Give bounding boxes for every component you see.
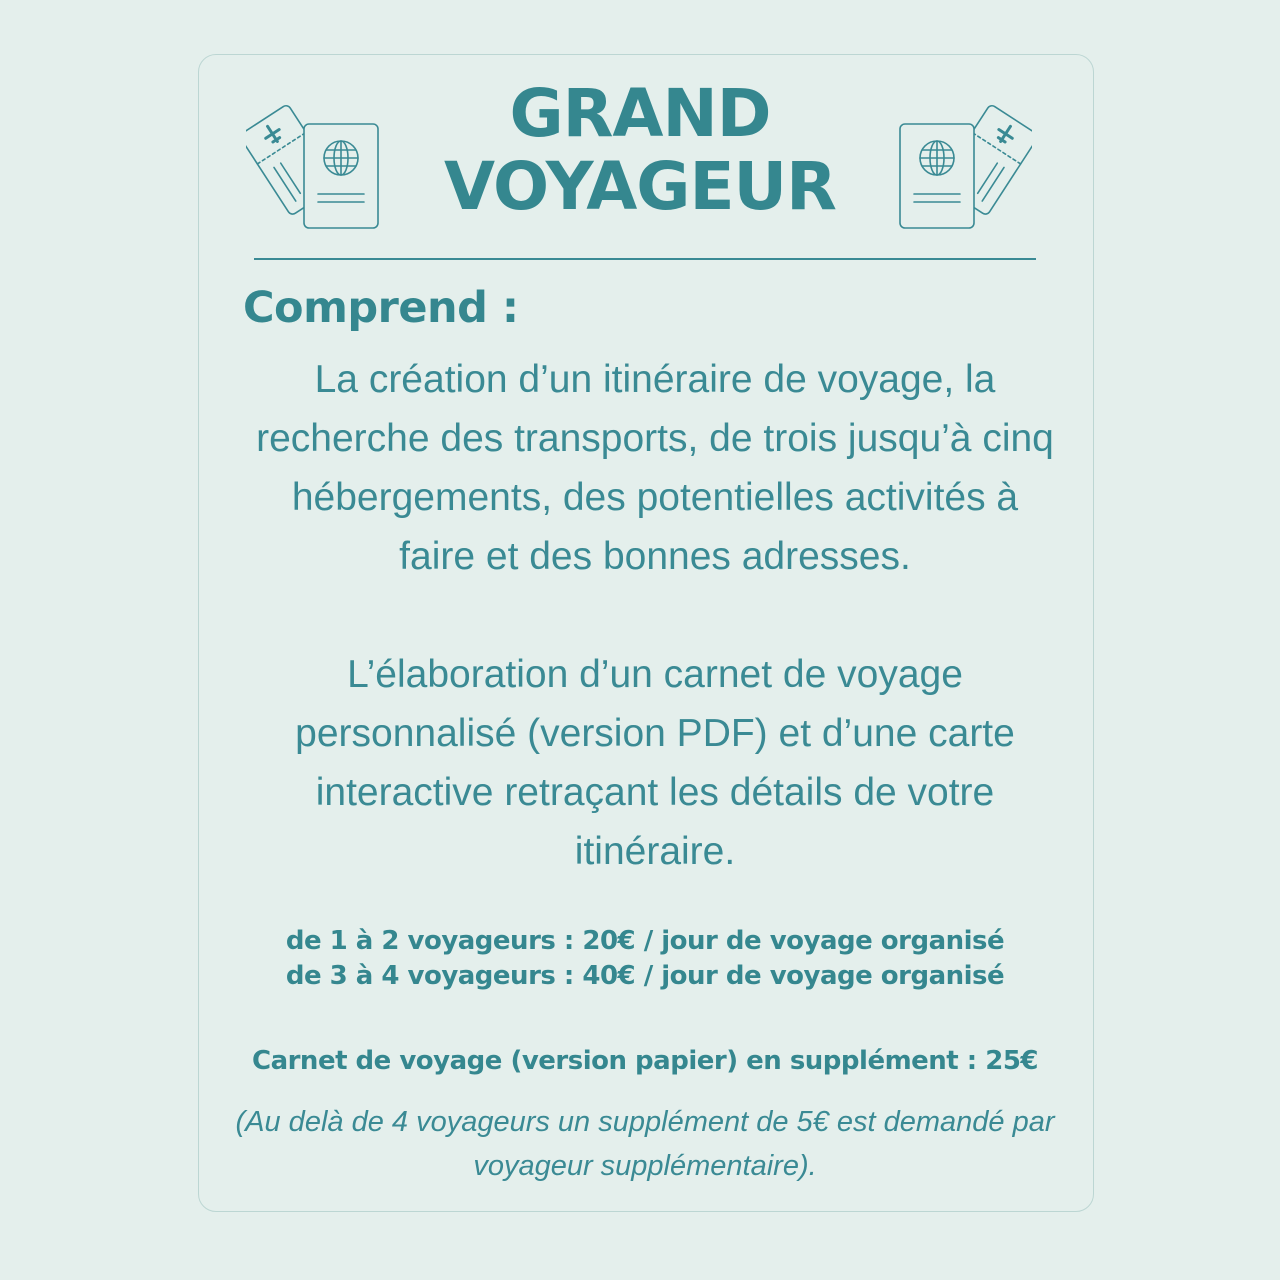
title-line-2: VOYAGEUR — [444, 148, 836, 225]
paragraph-line: L’élaboration d’un carnet de voyage — [347, 653, 963, 696]
paragraph-line: recherche des transports, de trois jusqu’à cinq — [256, 417, 1054, 460]
extra-traveler-note — [205, 1100, 1085, 1188]
paragraph-line: interactive retraçant les détails de votre — [315, 771, 995, 814]
paragraph-line: personnalisé (version PDF) et d’une carte — [295, 712, 1015, 755]
price-row-1-2-travelers: de 1 à 2 voyageurs : 20€ / jour de voyage organisé — [285, 926, 1005, 956]
paragraph-line: itinéraire. — [574, 830, 736, 873]
title-line-1: GRAND — [509, 75, 771, 152]
paragraph-line: La création d’un itinéraire de voyage, la — [314, 358, 996, 401]
paragraph-line: hébergements, des potentielles activités à — [291, 476, 1019, 519]
section-heading: Comprend : — [243, 283, 519, 333]
description-paragraph-1 — [210, 350, 1100, 586]
description-paragraph-2 — [210, 645, 1100, 881]
paragraph-line: faire et des bonnes adresses. — [399, 535, 911, 578]
price-row-3-4-travelers: de 3 à 4 voyageurs : 40€ / jour de voyage organisé — [285, 961, 1005, 991]
paper-notebook-supplement: Carnet de voyage (version papier) en supplément : 25€ — [251, 1046, 1039, 1076]
divider — [254, 258, 1036, 260]
note-line: (Au delà de 4 voyageurs un supplément de 5€ est demandé par — [235, 1106, 1055, 1138]
note-line: voyageur supplémentaire). — [473, 1150, 817, 1182]
